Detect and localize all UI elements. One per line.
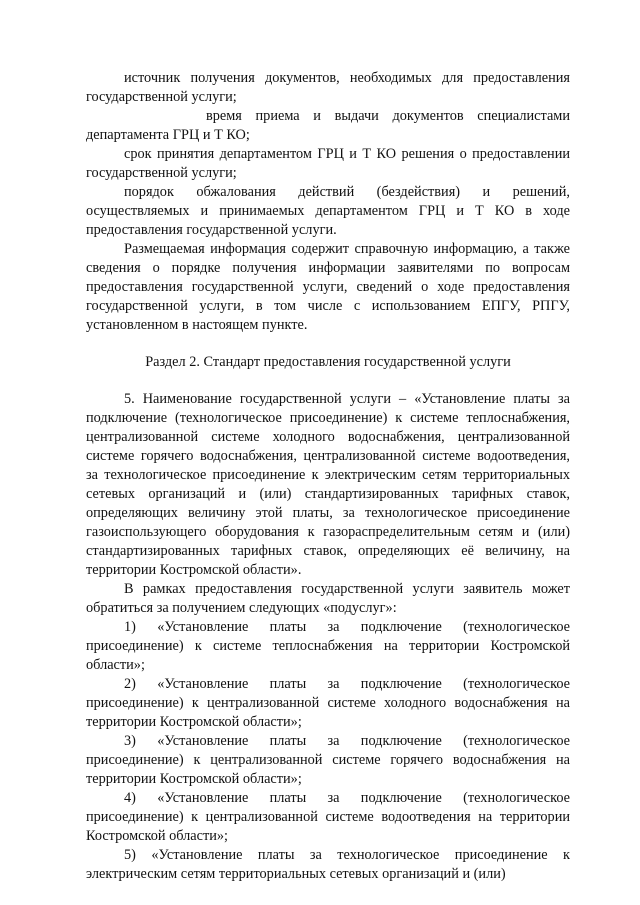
paragraph-reception-time: время приема и выдачи документов специалистами департамента ГРЦ и Т КО; [86,108,570,143]
paragraph-document-source: источник получения документов, необходимых для предоставления государственной услуги; [86,70,570,105]
list-item-subservice-2: 2) «Установление платы за подключение (технологическое присоединение) к централизованной системе холодного водоснабжения на территории Костромской области»; [86,676,570,730]
paragraph-appeal-procedure: порядок обжалования действий (бездействия) и решений, осуществляемых и принимаемых департаментом ГРЦ и Т КО в ходе предоставления государственной услуги. [86,184,570,238]
paragraph-posted-information: Размещаемая информация содержит справочную информацию, а также сведения о порядке получения информации заявителями по вопросам предоставления государственной услуги, сведений о ходе предоставления государственной услуги, в том числе с использованием ЕПГУ, РПГУ, установленном в настоящем пункте. [86,241,570,333]
paragraph-service-name: 5. Наименование государственной услуги – «Установление платы за подключение (технологическое присоединение) к системе теплоснабжения, централизованной системе холодного водоснабжения, централизованной системе горячего водоснабжения, централизованной системе водоотведения, за технологическое присоединение к электрическим сетям территориальных сетевых организаций и (или) стандартизированных тарифных ставок, определяющих величину этой платы, за технологическое присоединение газоиспользующего оборудования к газораспределительным сетям и (или) стандартизированных тарифных ставок, определяющих её величину, на территории Костромской области». [86,391,570,578]
paragraph-decision-term: срок принятия департаментом ГРЦ и Т КО решения о предоставлении государственной услуги; [86,146,570,181]
list-item-subservice-1: 1) «Установление платы за подключение (технологическое присоединение) к системе теплоснабжения на территории Костромской области»; [86,619,570,673]
list-item-subservice-3: 3) «Установление платы за подключение (технологическое присоединение) к централизованной системе горячего водоснабжения на территории Костромской области»; [86,733,570,787]
section-heading: Раздел 2. Стандарт предоставления государственной услуги [145,354,511,370]
list-item-subservice-5: 5) «Установление платы за технологическое присоединение к электрическим сетям территориальных сетевых организаций и (или) [86,847,570,882]
document-page [86,69,570,884]
paragraph-subservices-intro: В рамках предоставления государственной услуги заявитель может обратиться за получением следующих «подуслуг»: [86,581,570,616]
list-item-subservice-4: 4) «Установление платы за подключение (технологическое присоединение) к централизованной системе водоотведения на территории Костромской области»; [86,790,570,844]
